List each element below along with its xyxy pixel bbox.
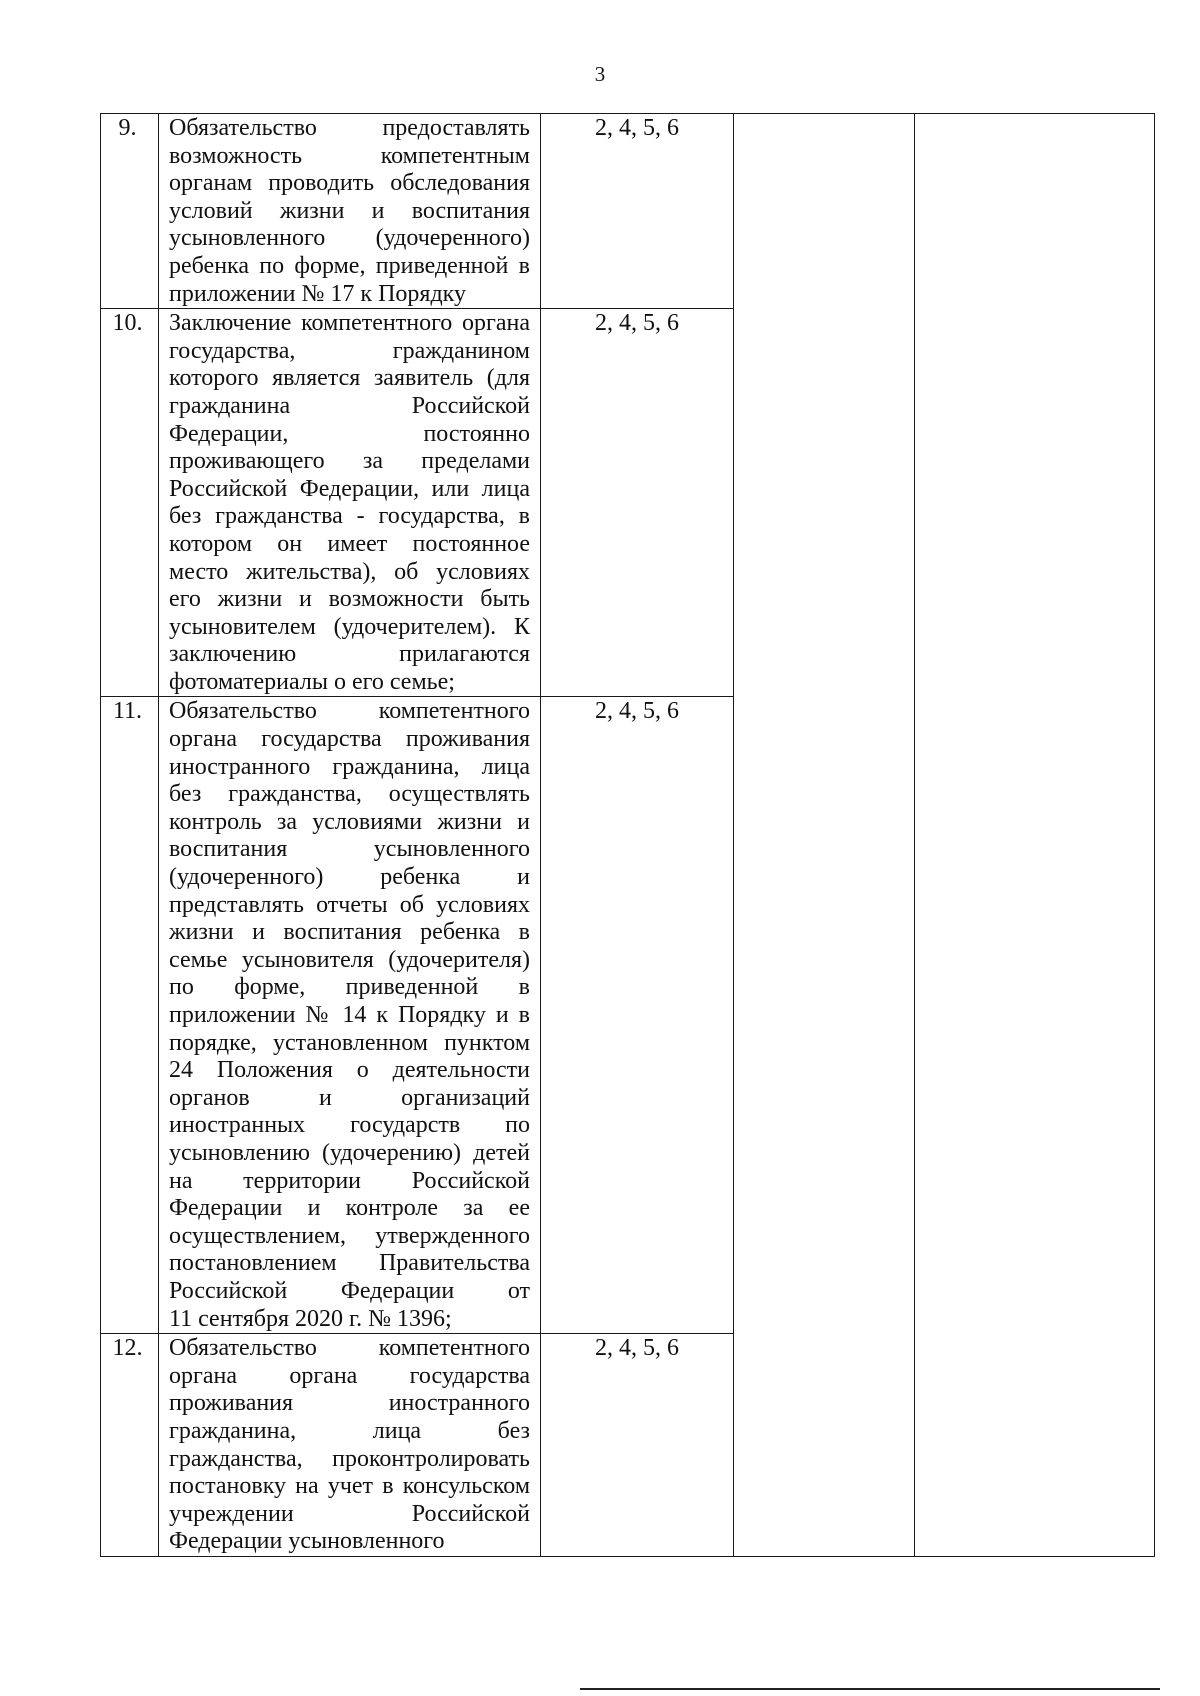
requirement-text-line: без гражданства - государства, в (169, 503, 530, 530)
requirement-text-line: гражданства, проконтролировать (169, 1445, 530, 1472)
requirement-text-line: которого является заявитель (для (169, 365, 530, 392)
requirement-text-line: представлять отчеты об условиях (169, 891, 530, 918)
requirement-text (159, 114, 541, 309)
footer-rule (580, 1688, 1160, 1690)
requirement-text-line: проживания иностранного (169, 1390, 530, 1417)
applicable-codes: 2, 4, 5, 6 (541, 309, 734, 697)
requirement-text-line: приложении № 14 к Порядку и в (169, 1002, 530, 1028)
row-number: 10. (101, 309, 159, 697)
applicable-codes: 2, 4, 5, 6 (541, 1334, 734, 1557)
requirement-text-line: воспитания усыновленного (169, 836, 530, 863)
table-body (101, 114, 1155, 1557)
requirement-text-line: иностранных государств по (169, 1112, 530, 1139)
page-number: 3 (594, 62, 606, 86)
requirement-text-line: приложении № 17 к Порядку (169, 280, 466, 307)
requirement-text-line: заключению прилагаются (169, 641, 530, 668)
requirement-text-line: усыновленного (удочеренного) (169, 225, 530, 252)
requirement-text-line: Обязательство предоставлять (169, 115, 530, 141)
requirement-text-line: органам проводить обследования (169, 170, 530, 197)
requirement-text-line: Российской Федерации, или лица (169, 475, 530, 502)
applicable-codes: 2, 4, 5, 6 (541, 114, 734, 309)
requirement-text-line: семье усыновителя (удочерителя) (169, 946, 530, 973)
requirement-text-line: Федерации усыновленного (169, 1528, 445, 1555)
requirement-text-line: органа государства проживания (169, 726, 530, 753)
requirement-text-line: Обязательство компетентного (169, 698, 530, 725)
applicable-codes: 2, 4, 5, 6 (541, 697, 734, 1334)
requirement-text-line: органа органа государства (169, 1362, 530, 1389)
requirements-table (100, 113, 1155, 1557)
requirement-text-line: его жизни и возможности быть (169, 586, 530, 613)
requirement-text-line: порядке, установленном пунктом (169, 1029, 530, 1056)
requirement-text-line: усыновителем (удочерителем). К (169, 613, 530, 640)
requirement-text (159, 1334, 541, 1557)
requirement-text-line: осуществлением, утвержденного (169, 1222, 530, 1249)
requirement-text-line: постановлением Правительства (169, 1250, 530, 1277)
requirement-text-line: без гражданства, осуществлять (169, 781, 530, 808)
requirement-text-line: проживающего за пределами (169, 448, 530, 475)
requirement-text-line: возможность компетентным (169, 142, 530, 169)
empty-column-5 (915, 114, 1155, 1557)
requirement-text-line: постановку на учет в консульском (169, 1473, 530, 1500)
requirement-text-line: усыновлению (удочерению) детей (169, 1139, 530, 1166)
table-row (101, 114, 1155, 309)
requirement-text-line: место жительства), об условиях (169, 558, 530, 585)
row-number: 9. (101, 114, 159, 309)
requirement-text-line: контроль за условиями жизни и (169, 808, 530, 835)
requirement-text-line: 24 Положения о деятельности (169, 1057, 530, 1084)
requirement-text-line: на территории Российской (169, 1167, 530, 1194)
requirement-text-line: условий жизни и воспитания (169, 197, 530, 224)
requirement-text-line: Федерации и контроле за ее (169, 1195, 530, 1222)
requirement-text-line: гражданина, лица без (169, 1417, 530, 1444)
requirement-text-line: по форме, приведенной в (169, 974, 530, 1001)
requirement-text-line: Российской Федерации от (169, 1277, 530, 1304)
requirement-text-line: иностранного гражданина, лица (169, 753, 530, 780)
row-number: 11. (101, 697, 159, 1334)
empty-column-4 (734, 114, 915, 1557)
requirement-text-line: жизни и воспитания ребенка в (169, 919, 530, 946)
requirement-text-line: государства, гражданином (169, 337, 530, 364)
requirement-text-line: ребенка по форме, приведенной в (169, 252, 530, 279)
row-number: 12. (101, 1334, 159, 1557)
requirement-text-line: Заключение компетентного органа (169, 310, 530, 337)
requirement-text-line: Федерации, постоянно (169, 420, 530, 447)
requirement-text (159, 309, 541, 697)
requirement-text-line: 11 сентября 2020 г. № 1396; (169, 1305, 452, 1332)
requirement-text-line: котором он имеет постоянное (169, 530, 530, 557)
requirement-text-line: (удочеренного) ребенка и (169, 864, 530, 891)
requirement-text-line: фотоматериалы о его семье; (169, 668, 455, 695)
requirement-text-line: Обязательство компетентного (169, 1335, 530, 1362)
requirement-text (159, 697, 541, 1334)
requirement-text-line: гражданина Российской (169, 392, 530, 419)
requirement-text-line: учреждении Российской (169, 1500, 530, 1527)
requirement-text-line: органов и организаций (169, 1084, 530, 1111)
